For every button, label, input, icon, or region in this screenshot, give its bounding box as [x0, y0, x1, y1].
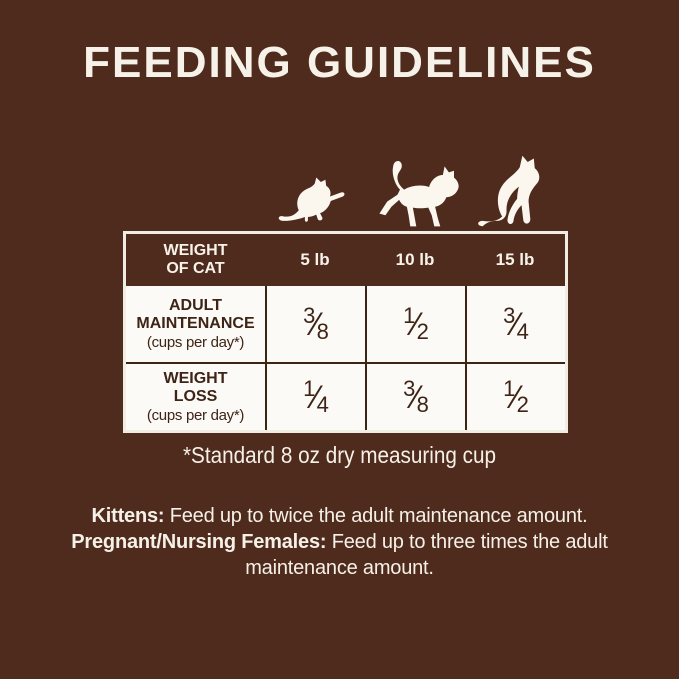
row-label-weight-loss: WEIGHT LOSS (cups per day*): [146, 370, 245, 424]
pregnant-nursing-note: [60, 529, 620, 581]
kittens-note-text: Feed up to twice the adult maintenance amount.: [164, 505, 588, 527]
sitting-cat-icon: [474, 150, 562, 232]
pregnant-nursing-note-text: Feed up to three times the adult maintenance amount.: [245, 531, 608, 579]
column-header-15lb: 15 lb: [495, 250, 535, 270]
column-header-10lb: 10 lb: [395, 250, 435, 270]
fraction-slash: ⁄: [413, 306, 419, 342]
kittens-note-lead: Kittens:: [91, 505, 165, 527]
cups-per-day-note: (cups per day*): [146, 406, 245, 424]
cell-weight-loss-5lb: 1 ⁄ 4: [265, 364, 365, 430]
page-title: FEEDING GUIDELINES: [83, 38, 596, 87]
kittens-note: [60, 503, 620, 529]
table-row-weight-loss: [126, 362, 565, 430]
feeding-table: [123, 231, 568, 433]
kitten-cat-icon: [276, 172, 352, 230]
fraction-slash: ⁄: [513, 379, 519, 415]
row-label-adult-maintenance: ADULT MAINTENANCE (cups per day*): [136, 297, 255, 351]
cell-weight-loss-10lb: 3 ⁄ 8: [365, 364, 465, 430]
cups-per-day-note: (cups per day*): [146, 333, 245, 351]
fraction-slash: ⁄: [413, 379, 419, 415]
fraction-slash: ⁄: [513, 306, 519, 342]
cell-adult-maintenance-15lb: 3 ⁄ 4: [465, 286, 565, 362]
feeding-table-header-row: [126, 234, 565, 286]
walking-cat-icon: [370, 154, 466, 232]
feeding-notes: [60, 503, 620, 581]
pregnant-nursing-note-lead: Pregnant/Nursing Females:: [71, 531, 327, 553]
table-row-adult-maintenance: [126, 286, 565, 362]
weight-of-cat-header: WEIGHT OF CAT: [163, 242, 228, 277]
cell-weight-loss-15lb: 1 ⁄ 2: [465, 364, 565, 430]
column-header-5lb: 5 lb: [300, 250, 330, 270]
measuring-cup-footnote: *Standard 8 oz dry measuring cup: [182, 442, 496, 468]
cell-adult-maintenance-5lb: 3 ⁄ 8: [265, 286, 365, 362]
cell-adult-maintenance-10lb: 1 ⁄ 2: [365, 286, 465, 362]
fraction-slash: ⁄: [313, 379, 319, 415]
fraction-slash: ⁄: [313, 306, 319, 342]
